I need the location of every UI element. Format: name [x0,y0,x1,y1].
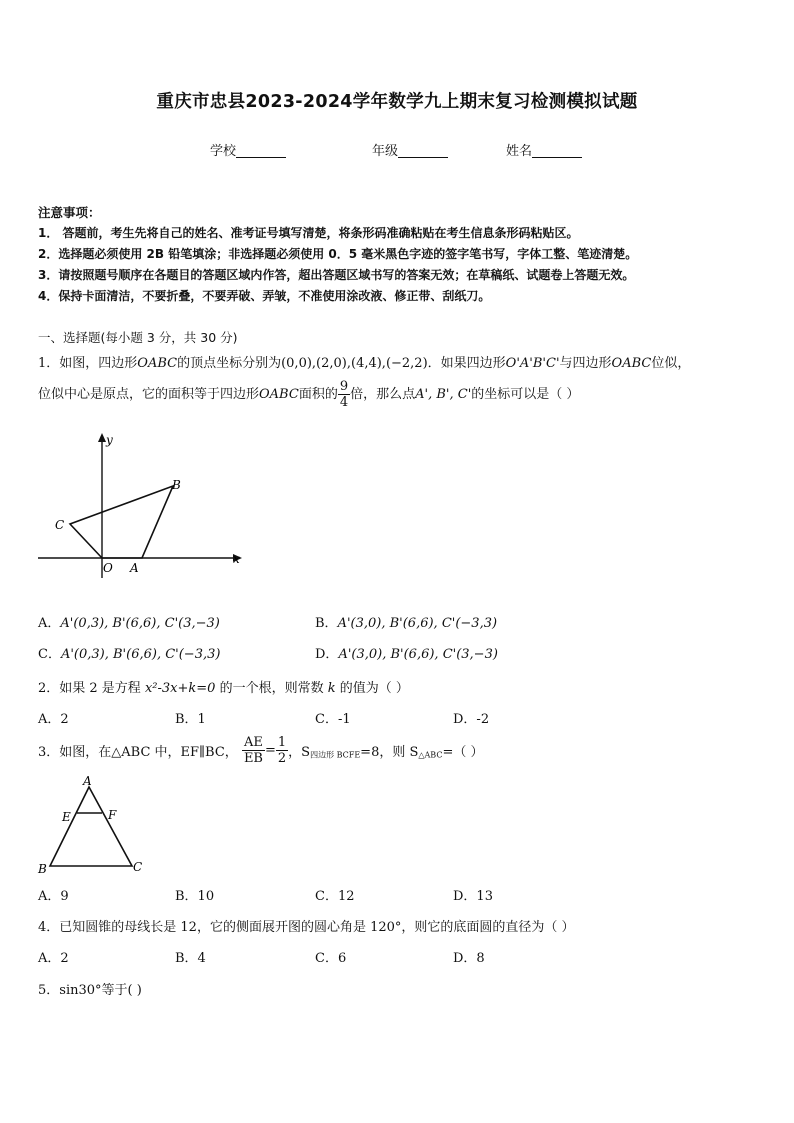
q3-sub-1: 四边形 BCFE [310,750,361,760]
q4-stem: 4．已知圆锥的母线长是 12，它的侧面展开图的圆心角是 120°，则它的底面圆的直径为（ ） [38,920,575,935]
name-label: 姓名 [506,144,533,159]
q1-text-c: ．如果四边形 [427,356,506,371]
q2-option-b[interactable]: B．1 [175,712,206,727]
label-y: y [106,433,113,447]
q4-option-b[interactable]: B．4 [175,951,206,966]
q1-option-b[interactable] [315,612,497,631]
name-field [506,140,582,159]
q1-option-a[interactable] [38,612,220,631]
q1-coordinate-figure [30,428,260,588]
notice-item-1: 1． 答题前，考生先将自己的姓名、准考证号填写清楚，将条形码准确粘贴在考生信息条形码粘贴区。 [38,226,579,240]
q1-option-d-text: A'(3,0), B'(6,6), C'(3,−3) [338,647,498,662]
q2-stem [38,677,409,696]
q3-option-d[interactable]: D．13 [453,889,493,904]
q1-fraction [338,379,350,410]
notice-item-3: 3．请按照题号顺序在各题目的答题区域内作答，超出答题区域书写的答案无效；在草稿纸、试题卷上答题无效。 [38,268,635,282]
q1-text-a: 1．如图，四边形 [38,356,138,371]
q1-option-b-text: A'(3,0), B'(6,6), C'(−3,3) [337,616,498,631]
q3-frac-den: EB [243,751,263,766]
q1-text-b: 的顶点坐标分别为 [177,356,282,371]
grade-blank[interactable] [398,143,448,158]
q1-option-c-text: A'(0,3), B'(6,6), C'(−3,3) [60,647,221,662]
q3-stem [38,735,483,766]
notice-item-4: 4．保持卡面清洁，不要折叠，不要弄破、弄皱，不准使用涂改液、修正带、刮纸刀。 [38,289,491,303]
section-heading: 一、选择题(每小题 3 分，共 30 分) [38,330,238,345]
q2-option-a[interactable]: A．2 [38,712,69,727]
q1-quad-ref: OABC [611,356,652,371]
notice-item-2: 2．选择题必须使用 2B 铅笔填涂；非选择题必须使用 0．5 毫米黑色字迹的签字笔书写，字体工整、笔迹清楚。 [38,247,638,261]
q1-option-d-letter: D． [315,647,339,662]
q1-option-b-letter: B． [315,616,338,631]
q1-frac-num: 9 [339,379,349,394]
q2-option-d[interactable]: D．-2 [453,712,490,727]
label-c: C [133,860,143,874]
school-blank[interactable] [236,143,286,158]
grade-field [372,140,448,159]
grade-label: 年级 [372,144,399,159]
q1-line1 [38,352,690,371]
q2-equation: x²-3x+k=0 [144,681,216,696]
q1-option-a-letter: A． [38,616,61,631]
q2-k: k [327,681,336,696]
notice-heading: 注意事项： [38,205,101,220]
q3-fraction [242,735,265,766]
q1-text-i: 的坐标可以是（ ） [471,387,580,402]
q3-sub-2: △ABC [418,750,443,760]
q1-quad-ref2: OABC [259,387,299,402]
label-f: F [108,808,117,822]
school-label: 学校 [210,144,237,159]
label-x: x [233,552,240,566]
q1-text-d: 与四边形 [559,356,612,371]
q3-text-d: =（ ） [442,745,484,760]
label-a: A [83,774,92,788]
q5-stem: 5．sin30°等于( ) [38,983,142,998]
q2-text-b: 的一个根，则常数 [215,681,328,696]
q1-coords: (0,0),(2,0),(4,4),(−2,2) [281,356,428,371]
q1-frac-den: 4 [339,395,349,410]
q3-option-c[interactable]: C．12 [315,889,355,904]
label-b: B [38,862,47,876]
q1-text-f: 位似中心是原点，它的面积等于四边形 [38,387,260,402]
q3-fraction-2 [276,735,288,766]
q1-line2 [38,379,579,410]
triangle-abc [50,787,132,866]
quad-oabc [70,486,173,558]
q3-text-b: ，S [288,745,311,760]
q1-option-c-letter: C． [38,647,61,662]
q2-text-a: 2．如果 2 是方程 [38,681,145,696]
q4-option-c[interactable]: C．6 [315,951,347,966]
q1-option-a-text: A'(0,3), B'(6,6), C'(3,−3) [60,616,220,631]
q3-text-a: 3．如图，在△ABC 中，EF∥BC， [38,745,238,760]
q4-option-a[interactable]: A．2 [38,951,69,966]
exam-title: 重庆市忠县2023-2024学年数学九上期末复习检测模拟试题 [156,92,638,112]
q1-option-c[interactable] [38,643,220,662]
q1-text-h: 倍，那么点 [350,387,416,402]
label-b: B [172,478,181,492]
q3-option-b[interactable]: B．10 [175,889,215,904]
q3-triangle-figure [32,772,157,878]
q1-text-e: 位似， [651,356,691,371]
label-c: C [55,518,65,532]
label-a: A [130,561,139,575]
q3-option-a[interactable]: A．9 [38,889,69,904]
q4-option-d[interactable]: D．8 [453,951,485,966]
y-axis-arrow [98,433,106,442]
q3-frac2-num: 1 [277,735,287,750]
q1-quad2: O'A'B'C' [505,356,560,371]
name-blank[interactable] [532,143,582,158]
q3-text-c: =8，则 S [360,745,419,760]
q1-text-g: 面积的 [298,387,338,402]
school-field [210,140,286,159]
q2-text-c: 的值为（ ） [335,681,409,696]
q1-points: A', B', C' [415,387,472,402]
q3-frac-num: AE [242,735,265,751]
q3-eq-sign: = [264,743,276,758]
label-o: O [103,561,113,575]
q1-option-d[interactable] [315,643,498,662]
q3-frac2-den: 2 [277,751,287,766]
q2-option-c[interactable]: C．-1 [315,712,351,727]
label-e: E [62,810,71,824]
q1-quad: OABC [137,356,178,371]
